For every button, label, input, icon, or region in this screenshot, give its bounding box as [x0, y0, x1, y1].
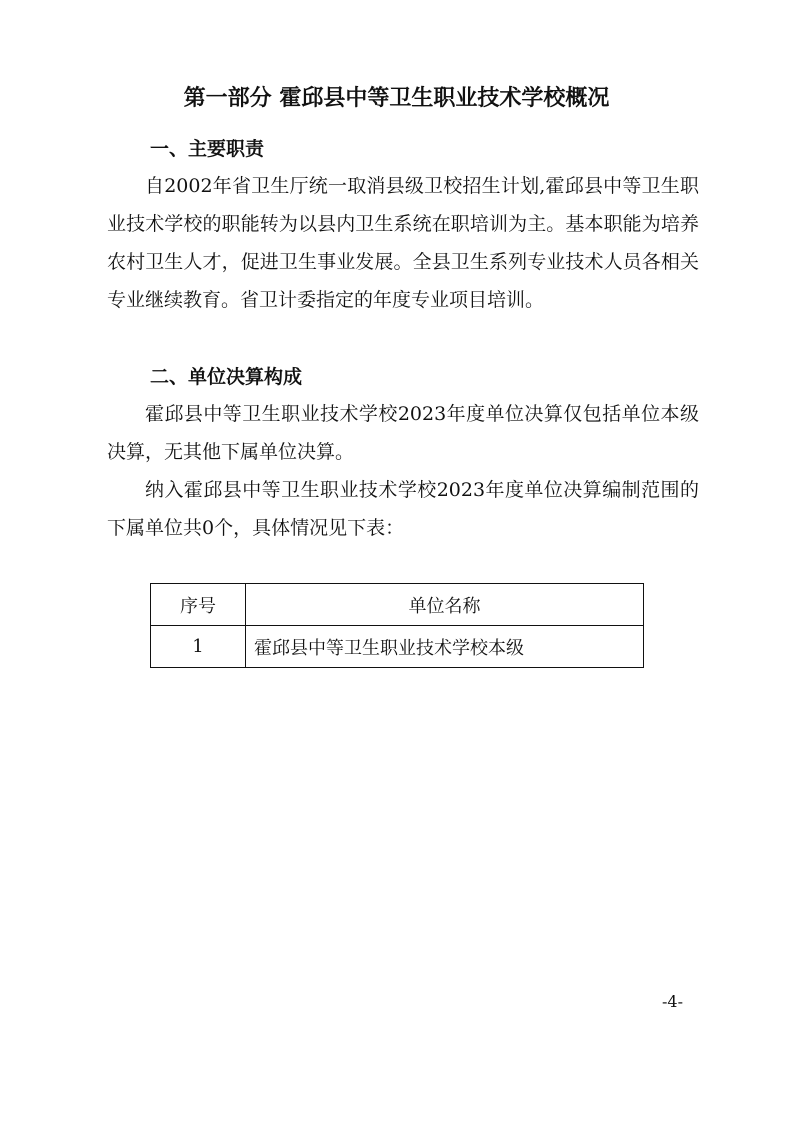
paragraph-subordinate-units: 纳入霍邱县中等卫生职业技术学校2023年度单位决算编制范围的下属单位共0个，具体情况见下表： — [107, 479, 699, 539]
page-title: 第一部分 霍邱县中等卫生职业技术学校概况 — [183, 86, 610, 111]
paragraph-budget-scope: 霍邱县中等卫生职业技术学校2023年度单位决算仅包括单位本级决算，无其他下属单位决算。 — [107, 403, 699, 463]
table-header-row — [151, 584, 644, 626]
section-heading-budget-composition: 二、单位决算构成 — [150, 366, 303, 388]
table-header-serial: 序号 — [151, 584, 246, 626]
unit-table — [150, 583, 644, 668]
table-header-unit-name: 单位名称 — [246, 584, 644, 626]
page-number: -4- — [662, 992, 683, 1011]
section-heading-main-duties: 一、主要职责 — [150, 138, 265, 160]
table-cell-unit-name: 霍邱县中等卫生职业技术学校本级 — [246, 626, 644, 668]
table-cell-serial: 1 — [151, 626, 246, 668]
paragraph-main-duties: 自2002年省卫生厅统一取消县级卫校招生计划,霍邱县中等卫生职业技术学校的职能转为以县内卫生系统在职培训为主。基本职能为培养农村卫生人才，促进卫生事业发展。全县卫生系列专业技术人员各相关专业继续教育。省卫计委指定的年度专业项目培训。 — [107, 175, 699, 311]
table-row — [151, 626, 644, 668]
